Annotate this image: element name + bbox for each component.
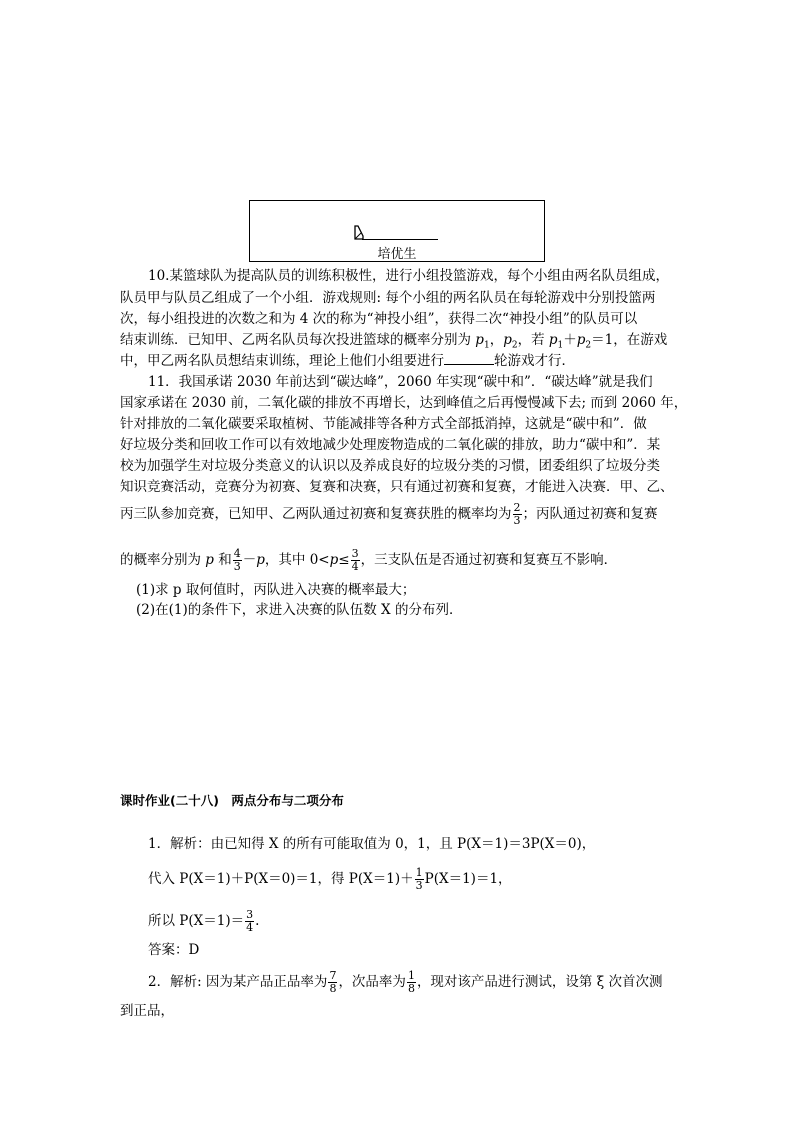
fraction-numerator: 7 xyxy=(329,969,337,982)
fraction-denominator: 8 xyxy=(407,982,415,995)
a1-line-3-end: . xyxy=(255,913,260,929)
a1-answer: 答案：D xyxy=(148,942,200,958)
q11-sub-2: (2)在(1)的条件下，求进入决赛的队伍数 X 的分布列． xyxy=(136,602,463,618)
q11-sub-1: (1)求 p 取何值时，丙队进入决赛的概率最大； xyxy=(136,582,416,598)
fraction-numerator: 3 xyxy=(351,547,359,560)
a1-line-2-text: 代入 P(X＝1)＋P(X＝0)＝1，得 P(X＝1)＋ xyxy=(148,871,414,887)
a2-line-1-end: ，现对该产品进行测试，设第 ξ 次首次测 xyxy=(416,974,663,990)
q11-line-8-end: ，三支队伍是否通过初赛和复赛互不影响． xyxy=(360,552,618,568)
q10-line-3: 次，每小组投进的次数之和为 4 次的称为“神投小组”，获得二次“神投小组”的队员可以 xyxy=(120,311,638,327)
q11-line-8-text: 的概率分别为 xyxy=(120,552,206,568)
q11-var-p3: p xyxy=(329,552,339,568)
a1-line-2-end: P(X＝1)＝1， xyxy=(424,871,512,887)
a1-line-3 xyxy=(148,909,259,934)
fraction-denominator: 3 xyxy=(513,514,521,527)
fraction-1-8 xyxy=(407,970,416,995)
q11-line-4: 好垃圾分类和回收工作可以有效地减少处理废物造成的二氧化碳的排放，助力“碳中和”．某 xyxy=(120,437,661,453)
fraction-numerator: 2 xyxy=(513,501,521,514)
q11-var-p: p xyxy=(205,552,214,568)
a2-line-1 xyxy=(148,970,662,995)
fraction-2-3 xyxy=(513,502,522,527)
fraction-denominator: 3 xyxy=(233,560,241,573)
q10-line-4-end: ＝1，在游戏 xyxy=(591,332,668,348)
q10-sub-4: 2 xyxy=(585,340,592,351)
fraction-7-8 xyxy=(328,970,337,995)
q11-line-5: 校为加强学生对垃圾分类意义的认识以及养成良好的垃圾分类的习惯，团委组织了垃圾分类 xyxy=(120,458,660,474)
fraction-numerator: 1 xyxy=(415,866,423,879)
fraction-3-4 xyxy=(351,548,360,573)
header-box xyxy=(249,200,545,262)
fraction-denominator: 4 xyxy=(246,921,254,934)
answer-blank xyxy=(444,352,494,365)
a1-line-1: 1．解析：由已知得 X 的所有可能取值为 0，1，且 P(X＝1)＝3P(X＝0)， xyxy=(148,836,596,852)
q11-line-8 xyxy=(120,548,617,573)
section-title: 课时作业(二十八) 两点分布与二项分布 xyxy=(120,793,344,808)
q11-line-7 xyxy=(120,502,658,527)
q10-var-p3: p xyxy=(548,332,558,348)
q11-and: 和 xyxy=(213,552,232,568)
fraction-numerator: 3 xyxy=(246,908,254,921)
q11-cond: ，其中 0< xyxy=(264,552,330,568)
q10-var-p4: p xyxy=(576,332,586,348)
fraction-numerator: 1 xyxy=(407,969,415,982)
q11-var-p2: p xyxy=(256,552,265,568)
a1-line-2 xyxy=(148,867,512,892)
header-rule xyxy=(362,239,438,240)
q11-line-1: 11．我国承诺 2030 年前达到“碳达峰”，2060 年实现“碳中和”．“碳达峰”就是我们 xyxy=(148,374,653,390)
fraction-denominator: 8 xyxy=(329,982,337,995)
q10-line-5-end: 轮游戏才行． xyxy=(494,353,575,369)
fraction-3-4-answer xyxy=(245,909,254,934)
q10-line-5-text: 中，甲乙两名队员想结束训练，理论上他们小组要进行 xyxy=(120,353,444,369)
q10-sub-2: 2 xyxy=(511,340,518,351)
a2-line-1-mid: ，次品率为 xyxy=(338,974,406,990)
q11-line-2: 国家承诺在 2030 前，二氧化碳的排放不再增长，达到峰值之后再慢慢减下去; 而到 2060 年， xyxy=(120,395,688,411)
q11-line-6: 知识竞赛活动，竞赛分为初赛、复赛和决赛，只有通过初赛和复赛，才能进入决赛．甲、乙、 xyxy=(120,479,674,495)
fraction-denominator: 3 xyxy=(415,879,423,892)
a1-line-3-text: 所以 P(X＝1)＝ xyxy=(148,913,245,929)
q10-var-p1: p xyxy=(475,332,484,348)
fraction-denominator: 4 xyxy=(351,560,359,573)
q11-line-3: 针对排放的二氧化碳要采取植树、节能减排等各种方式全部抵消掉，这就是“碳中和”．做 xyxy=(120,416,647,432)
fraction-4-3 xyxy=(233,548,242,573)
q10-sub-3: 1 xyxy=(557,340,564,351)
header-label: 培优生 xyxy=(377,247,417,262)
a2-line-1-text: 2．解析: 因为某产品正品率为 xyxy=(148,974,328,990)
fraction-numerator: 4 xyxy=(233,547,241,560)
q10-sep-2: ，若 xyxy=(517,332,549,348)
q10-sub-1: 1 xyxy=(483,340,490,351)
q11-minus: － xyxy=(242,552,257,568)
q10-line-4-text: 结束训练．已知甲、乙两名队员每次投进篮球的概率分别为 xyxy=(120,332,476,348)
q11-line-7-end: ；丙队通过初赛和复赛 xyxy=(522,506,658,522)
q11-line-7-text: 丙三队参加竞赛，已知甲、乙两队通过初赛和复赛获胜的概率均为 xyxy=(120,506,512,522)
q10-sep-1: ， xyxy=(489,332,504,348)
q10-plus: ＋ xyxy=(563,332,577,348)
q10-var-p2: p xyxy=(503,332,512,348)
fraction-1-3 xyxy=(415,867,424,892)
q10-line-1: 10.某篮球队为提高队员的训练积极性，进行小组投篮游戏，每个小组由两名队员组成， xyxy=(148,268,669,284)
q11-le: ≤ xyxy=(338,552,350,568)
a2-line-2: 到正品， xyxy=(120,1003,174,1019)
q10-line-5 xyxy=(120,352,575,370)
q10-line-2: 队员甲与队员乙组成了一个小组．游戏规则: 每个小组的两名队员在每轮游戏中分别投篮两 xyxy=(120,290,656,306)
